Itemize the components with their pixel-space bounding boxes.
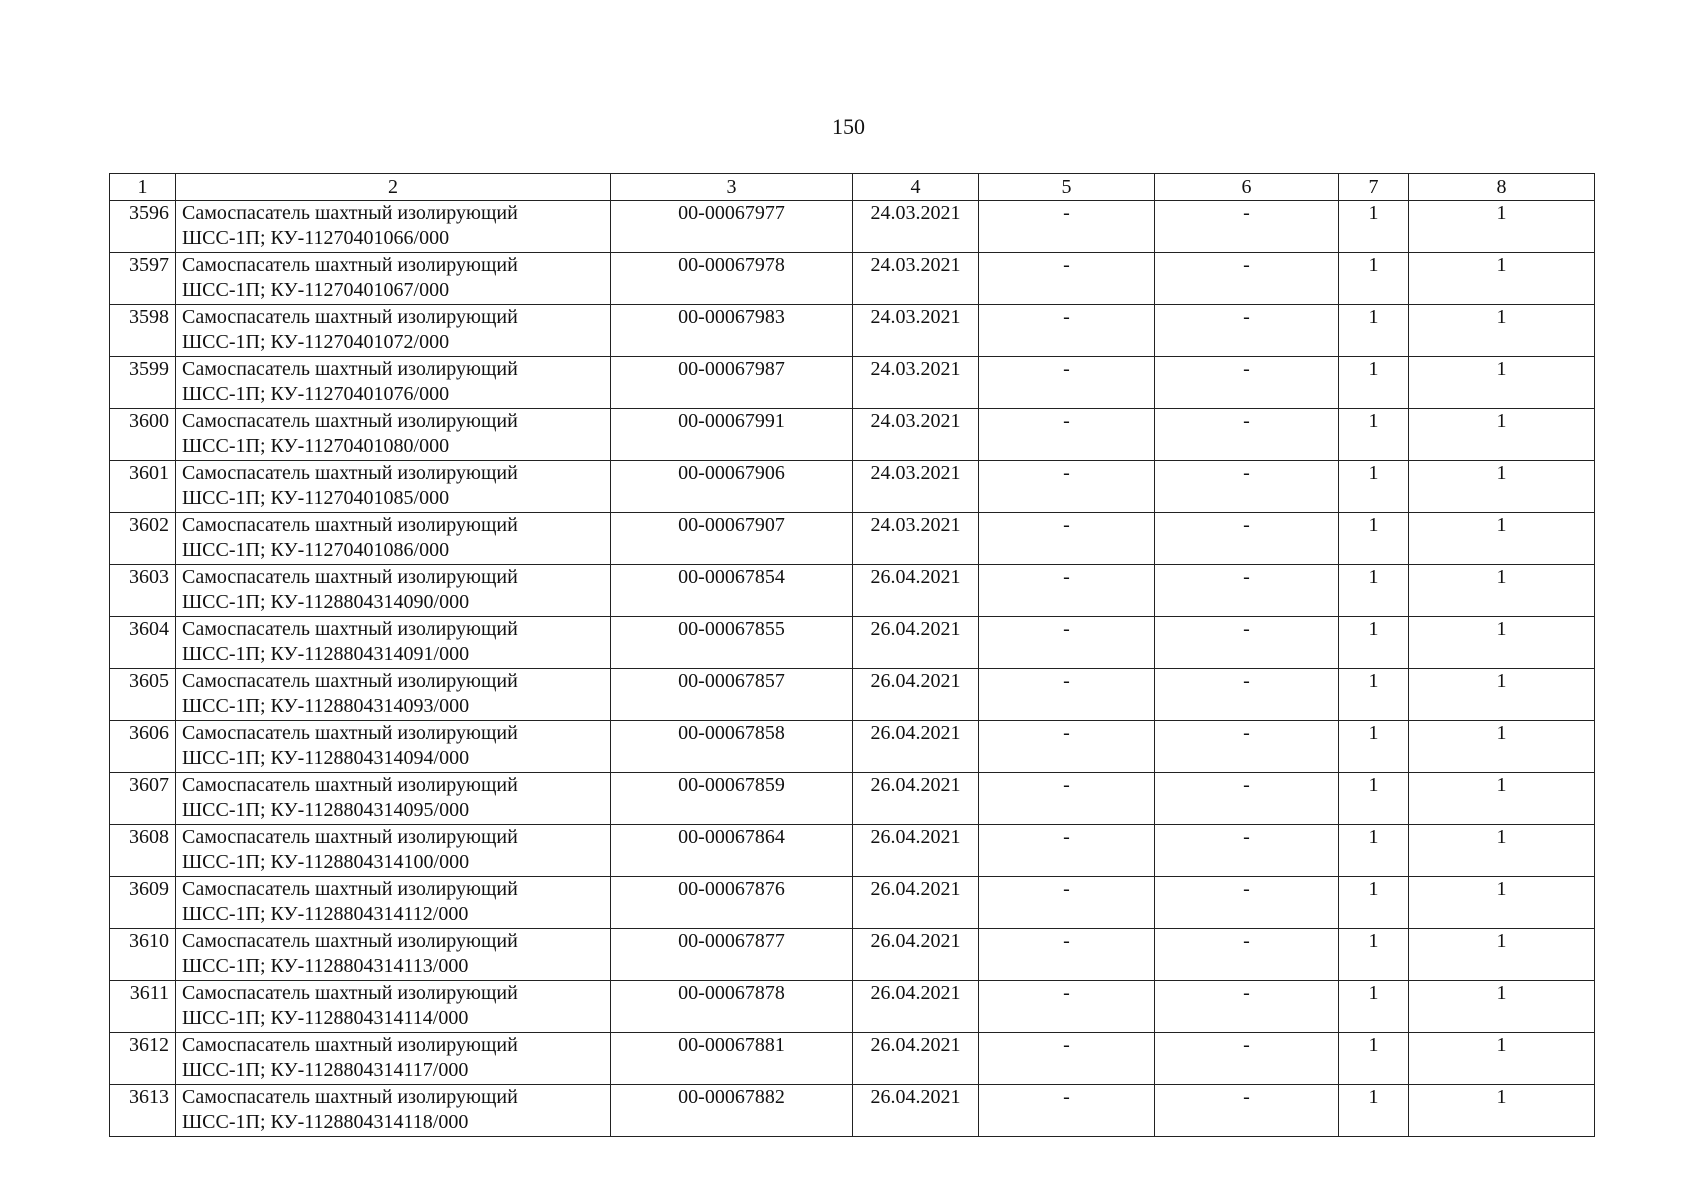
date: 24.03.2021	[853, 461, 979, 513]
table-row	[110, 721, 1595, 773]
row-number: 3601	[110, 461, 176, 513]
column-5-value: -	[979, 825, 1155, 877]
column-6-value: -	[1155, 201, 1339, 253]
item-name	[176, 305, 611, 357]
page-number: 150	[832, 114, 865, 139]
column-8-value: 1	[1409, 253, 1595, 305]
item-name-line-1: Самоспасатель шахтный изолирующий	[182, 358, 518, 380]
table-row	[110, 305, 1595, 357]
column-8-value: 1	[1409, 721, 1595, 773]
inventory-code: 00-00067857	[611, 669, 853, 721]
column-5-value: -	[979, 565, 1155, 617]
row-number: 3608	[110, 825, 176, 877]
table-row	[110, 981, 1595, 1033]
column-header-6: 6	[1155, 174, 1339, 201]
item-name	[176, 1085, 611, 1137]
column-header-2: 2	[176, 174, 611, 201]
date: 26.04.2021	[853, 565, 979, 617]
table-row	[110, 825, 1595, 877]
row-number: 3609	[110, 877, 176, 929]
inventory-code: 00-00067878	[611, 981, 853, 1033]
item-name-line-1: Самоспасатель шахтный изолирующий	[182, 670, 518, 692]
column-6-value: -	[1155, 1085, 1339, 1137]
row-number: 3612	[110, 1033, 176, 1085]
column-5-value: -	[979, 1033, 1155, 1085]
item-name-line-2: ШСС-1П; КУ-1128804314118/000	[182, 1110, 469, 1133]
column-6-value: -	[1155, 513, 1339, 565]
column-5-value: -	[979, 253, 1155, 305]
column-8-value: 1	[1409, 513, 1595, 565]
column-6-value: -	[1155, 461, 1339, 513]
column-header-7: 7	[1339, 174, 1409, 201]
column-header-3: 3	[611, 174, 853, 201]
item-name-line-2: ШСС-1П; КУ-1128804314114/000	[182, 1006, 469, 1029]
row-number: 3605	[110, 669, 176, 721]
item-name-line-2: ШСС-1П; КУ-11270401072/000	[182, 330, 450, 353]
item-name-line-1: Самоспасатель шахтный изолирующий	[182, 774, 518, 796]
column-5-value: -	[979, 617, 1155, 669]
column-8-value: 1	[1409, 305, 1595, 357]
column-6-value: -	[1155, 253, 1339, 305]
item-name	[176, 617, 611, 669]
column-5-value: -	[979, 669, 1155, 721]
date: 26.04.2021	[853, 1085, 979, 1137]
table-header	[110, 174, 1595, 201]
table-row	[110, 201, 1595, 253]
item-name-line-2: ШСС-1П; КУ-11270401085/000	[182, 486, 450, 509]
column-6-value: -	[1155, 305, 1339, 357]
column-7-value: 1	[1339, 1085, 1409, 1137]
column-5-value: -	[979, 305, 1155, 357]
item-name-line-2: ШСС-1П; КУ-11270401076/000	[182, 382, 450, 405]
inventory-code: 00-00067983	[611, 305, 853, 357]
column-7-value: 1	[1339, 981, 1409, 1033]
date: 26.04.2021	[853, 981, 979, 1033]
column-7-value: 1	[1339, 721, 1409, 773]
inventory-code: 00-00067858	[611, 721, 853, 773]
table-row	[110, 253, 1595, 305]
column-6-value: -	[1155, 721, 1339, 773]
item-name	[176, 669, 611, 721]
item-name	[176, 461, 611, 513]
table-row	[110, 461, 1595, 513]
column-7-value: 1	[1339, 617, 1409, 669]
date: 24.03.2021	[853, 357, 979, 409]
date: 26.04.2021	[853, 617, 979, 669]
item-name	[176, 877, 611, 929]
inventory-code: 00-00067864	[611, 825, 853, 877]
column-7-value: 1	[1339, 1033, 1409, 1085]
table-row	[110, 929, 1595, 981]
column-6-value: -	[1155, 929, 1339, 981]
row-number: 3600	[110, 409, 176, 461]
table-row	[110, 773, 1595, 825]
column-5-value: -	[979, 1085, 1155, 1137]
column-7-value: 1	[1339, 825, 1409, 877]
row-number: 3611	[110, 981, 176, 1033]
item-name	[176, 1033, 611, 1085]
table-row	[110, 357, 1595, 409]
date: 26.04.2021	[853, 669, 979, 721]
inventory-code: 00-00067859	[611, 773, 853, 825]
table-row	[110, 513, 1595, 565]
item-name-line-1: Самоспасатель шахтный изолирующий	[182, 306, 518, 328]
date: 24.03.2021	[853, 409, 979, 461]
item-name	[176, 721, 611, 773]
item-name-line-2: ШСС-1П; КУ-1128804314100/000	[182, 850, 470, 873]
item-name	[176, 981, 611, 1033]
column-5-value: -	[979, 409, 1155, 461]
item-name-line-2: ШСС-1П; КУ-1128804314093/000	[182, 694, 470, 717]
inventory-code: 00-00067978	[611, 253, 853, 305]
column-5-value: -	[979, 929, 1155, 981]
column-6-value: -	[1155, 773, 1339, 825]
item-name	[176, 253, 611, 305]
column-header-1: 1	[110, 174, 176, 201]
row-number: 3597	[110, 253, 176, 305]
column-7-value: 1	[1339, 773, 1409, 825]
inventory-code: 00-00067854	[611, 565, 853, 617]
row-number: 3606	[110, 721, 176, 773]
column-header-5: 5	[979, 174, 1155, 201]
item-name-line-1: Самоспасатель шахтный изолирующий	[182, 566, 518, 588]
inventory-code: 00-00067882	[611, 1085, 853, 1137]
column-7-value: 1	[1339, 669, 1409, 721]
column-7-value: 1	[1339, 877, 1409, 929]
date: 26.04.2021	[853, 721, 979, 773]
column-header-8: 8	[1409, 174, 1595, 201]
column-6-value: -	[1155, 565, 1339, 617]
item-name-line-2: ШСС-1П; КУ-1128804314113/000	[182, 954, 469, 977]
table-row	[110, 617, 1595, 669]
inventory-code: 00-00067991	[611, 409, 853, 461]
item-name-line-2: ШСС-1П; КУ-1128804314094/000	[182, 746, 470, 769]
column-6-value: -	[1155, 357, 1339, 409]
column-5-value: -	[979, 201, 1155, 253]
table-body	[110, 201, 1595, 1137]
date: 26.04.2021	[853, 877, 979, 929]
column-8-value: 1	[1409, 877, 1595, 929]
column-6-value: -	[1155, 617, 1339, 669]
date: 24.03.2021	[853, 513, 979, 565]
item-name-line-1: Самоспасатель шахтный изолирующий	[182, 722, 518, 744]
column-6-value: -	[1155, 409, 1339, 461]
inventory-code: 00-00067977	[611, 201, 853, 253]
row-number: 3603	[110, 565, 176, 617]
row-number: 3604	[110, 617, 176, 669]
column-6-value: -	[1155, 981, 1339, 1033]
column-7-value: 1	[1339, 513, 1409, 565]
item-name-line-1: Самоспасатель шахтный изолирующий	[182, 202, 518, 224]
column-7-value: 1	[1339, 253, 1409, 305]
row-number: 3598	[110, 305, 176, 357]
inventory-code: 00-00067906	[611, 461, 853, 513]
column-7-value: 1	[1339, 461, 1409, 513]
item-name-line-1: Самоспасатель шахтный изолирующий	[182, 254, 518, 276]
column-6-value: -	[1155, 825, 1339, 877]
row-number: 3613	[110, 1085, 176, 1137]
date: 26.04.2021	[853, 929, 979, 981]
row-number: 3602	[110, 513, 176, 565]
row-number: 3607	[110, 773, 176, 825]
registry-table	[109, 173, 1595, 1137]
item-name	[176, 929, 611, 981]
column-8-value: 1	[1409, 773, 1595, 825]
header-row	[110, 174, 1595, 201]
table-row	[110, 669, 1595, 721]
column-8-value: 1	[1409, 1033, 1595, 1085]
column-5-value: -	[979, 461, 1155, 513]
row-number: 3596	[110, 201, 176, 253]
column-5-value: -	[979, 721, 1155, 773]
row-number: 3599	[110, 357, 176, 409]
item-name-line-2: ШСС-1П; КУ-11270401086/000	[182, 538, 450, 561]
column-5-value: -	[979, 773, 1155, 825]
column-8-value: 1	[1409, 981, 1595, 1033]
item-name	[176, 513, 611, 565]
column-7-value: 1	[1339, 357, 1409, 409]
item-name-line-2: ШСС-1П; КУ-11270401080/000	[182, 434, 450, 457]
item-name-line-1: Самоспасатель шахтный изолирующий	[182, 1086, 518, 1108]
item-name-line-2: ШСС-1П; КУ-1128804314091/000	[182, 642, 470, 665]
inventory-code: 00-00067907	[611, 513, 853, 565]
inventory-code: 00-00067881	[611, 1033, 853, 1085]
item-name-line-2: ШСС-1П; КУ-11270401067/000	[182, 278, 450, 301]
date: 26.04.2021	[853, 773, 979, 825]
date: 24.03.2021	[853, 305, 979, 357]
inventory-code: 00-00067876	[611, 877, 853, 929]
item-name-line-1: Самоспасатель шахтный изолирующий	[182, 462, 518, 484]
item-name-line-2: ШСС-1П; КУ-1128804314095/000	[182, 798, 470, 821]
column-5-value: -	[979, 877, 1155, 929]
item-name	[176, 201, 611, 253]
inventory-code: 00-00067987	[611, 357, 853, 409]
date: 26.04.2021	[853, 1033, 979, 1085]
column-5-value: -	[979, 357, 1155, 409]
item-name	[176, 357, 611, 409]
item-name-line-1: Самоспасатель шахтный изолирующий	[182, 930, 518, 952]
table-row	[110, 877, 1595, 929]
column-8-value: 1	[1409, 461, 1595, 513]
column-6-value: -	[1155, 669, 1339, 721]
column-7-value: 1	[1339, 565, 1409, 617]
item-name-line-2: ШСС-1П; КУ-1128804314090/000	[182, 590, 470, 613]
item-name-line-1: Самоспасатель шахтный изолирующий	[182, 982, 518, 1004]
row-number: 3610	[110, 929, 176, 981]
column-6-value: -	[1155, 877, 1339, 929]
date: 24.03.2021	[853, 253, 979, 305]
column-5-value: -	[979, 513, 1155, 565]
column-7-value: 1	[1339, 929, 1409, 981]
column-8-value: 1	[1409, 1085, 1595, 1137]
table-row	[110, 1033, 1595, 1085]
column-5-value: -	[979, 981, 1155, 1033]
inventory-code: 00-00067877	[611, 929, 853, 981]
column-8-value: 1	[1409, 409, 1595, 461]
item-name-line-2: ШСС-1П; КУ-1128804314117/000	[182, 1058, 469, 1081]
column-7-value: 1	[1339, 201, 1409, 253]
column-7-value: 1	[1339, 409, 1409, 461]
column-8-value: 1	[1409, 929, 1595, 981]
column-8-value: 1	[1409, 201, 1595, 253]
item-name	[176, 565, 611, 617]
item-name-line-1: Самоспасатель шахтный изолирующий	[182, 826, 518, 848]
column-8-value: 1	[1409, 357, 1595, 409]
item-name-line-1: Самоспасатель шахтный изолирующий	[182, 514, 518, 536]
column-8-value: 1	[1409, 669, 1595, 721]
table-row	[110, 1085, 1595, 1137]
column-8-value: 1	[1409, 825, 1595, 877]
item-name-line-2: ШСС-1П; КУ-11270401066/000	[182, 226, 450, 249]
item-name-line-1: Самоспасатель шахтный изолирующий	[182, 1034, 518, 1056]
item-name-line-2: ШСС-1П; КУ-1128804314112/000	[182, 902, 469, 925]
item-name	[176, 773, 611, 825]
table-row	[110, 409, 1595, 461]
date: 24.03.2021	[853, 201, 979, 253]
table-row	[110, 565, 1595, 617]
column-8-value: 1	[1409, 617, 1595, 669]
item-name-line-1: Самоспасатель шахтный изолирующий	[182, 878, 518, 900]
date: 26.04.2021	[853, 825, 979, 877]
item-name-line-1: Самоспасатель шахтный изолирующий	[182, 618, 518, 640]
column-8-value: 1	[1409, 565, 1595, 617]
column-6-value: -	[1155, 1033, 1339, 1085]
column-header-4: 4	[853, 174, 979, 201]
item-name-line-1: Самоспасатель шахтный изолирующий	[182, 410, 518, 432]
inventory-code: 00-00067855	[611, 617, 853, 669]
item-name	[176, 409, 611, 461]
column-7-value: 1	[1339, 305, 1409, 357]
item-name	[176, 825, 611, 877]
